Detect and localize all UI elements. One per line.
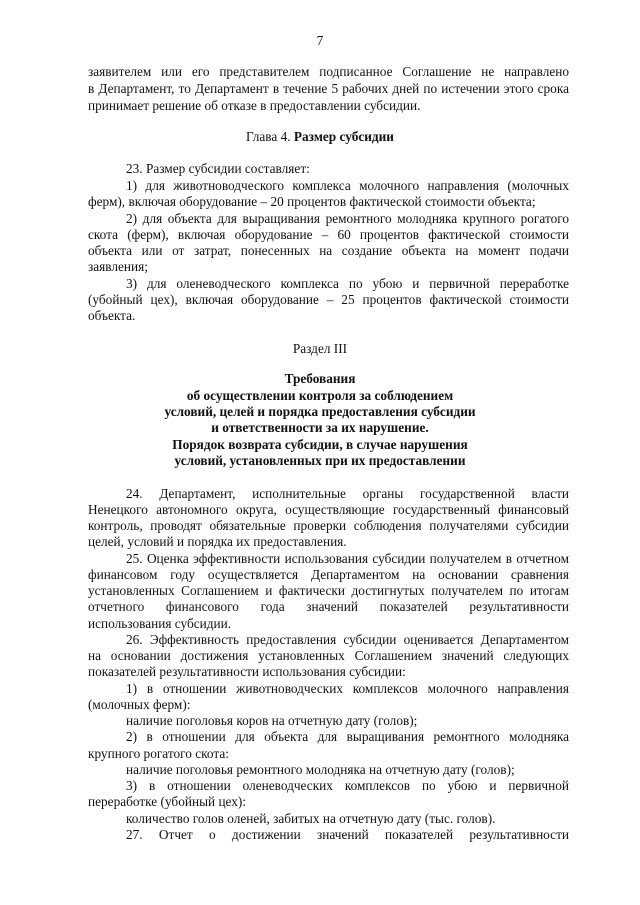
chapter-heading	[0, 129, 640, 145]
p23-line: 23. Размер субсидии составляет:	[126, 161, 310, 176]
intro-line: заявителем или его представителем подписанное Соглашение не направлено	[88, 64, 569, 79]
requirements-heading: об осуществлении контроля за соблюдением	[186, 388, 454, 403]
p23-line: заявления;	[88, 259, 148, 274]
body-line: 24. Департамент, исполнительные органы государственной власти	[126, 486, 569, 501]
body-line: количество голов оленей, забитых на отчетную дату (тыс. голов).	[126, 811, 496, 826]
body-line: наличие поголовья коров на отчетную дату (голов);	[126, 713, 418, 728]
body-line: целей, условий и порядка их предоставления.	[88, 534, 347, 549]
body-line: установленных Соглашением и фактически достигнутых получателем по итогам	[88, 583, 569, 598]
body-line: использования субсидии.	[88, 616, 232, 631]
p23-line: скота (ферм), включая оборудование – 60 процентов фактической стоимости	[88, 227, 569, 242]
body-line: 27. Отчет о достижении значений показателей результативности	[126, 827, 569, 842]
body-line: контроль, проводят обязательные проверки соблюдения получателями субсидии	[88, 518, 569, 533]
body-line: отчетного финансового года значений показателей результативности	[88, 599, 569, 614]
body-line: 1) в отношении животноводческих комплексов молочного направления	[126, 681, 569, 696]
requirements-heading: Требования	[284, 371, 356, 386]
p23-line: ферм), включая оборудование – 20 процентов фактической стоимости объекта;	[88, 194, 536, 209]
body-line: на основании достижения установленных Соглашением значений следующих	[88, 648, 569, 663]
body-line: 2) в отношении для объекта для выращивания ремонтного молодняка	[126, 729, 569, 744]
page-number: 7	[316, 33, 324, 48]
p23-line: (убойный цех), включая оборудование – 25 процентов фактической стоимости	[88, 292, 569, 307]
requirements-heading: условий, установленных при их предоставлении	[174, 453, 466, 468]
p23-line: 1) для животноводческого комплекса молочного направления (молочных	[126, 178, 569, 193]
requirements-heading: и ответственности за их нарушение.	[211, 420, 429, 435]
body-line: (молочных ферм):	[88, 697, 191, 712]
chapter-title: Размер субсидии	[293, 129, 394, 144]
section-title: Раздел III	[292, 341, 348, 356]
body-line: финансовом году осуществляется Департаментом на основании сравнения	[88, 567, 569, 582]
p23-line: объекта или от затрат, понесенных на создание объекта на момент подачи	[88, 243, 569, 258]
body-line: 26. Эффективность предоставления субсидии оценивается Департаментом	[126, 632, 569, 647]
body-line: 3) в отношении оленеводческих комплексов по убою и первичной	[126, 778, 569, 793]
p23-line: 2) для объекта для выращивания ремонтного молодняка крупного рогатого	[126, 211, 569, 226]
body-line: 25. Оценка эффективности использования субсидии получателем в отчетном	[126, 551, 569, 566]
body-line: Ненецкого автономного округа, осуществляющие государственный финансовый	[88, 502, 569, 517]
intro-line: в Департамент, то Департамент в течение 5 рабочих дней по истечении этого срока	[88, 81, 569, 96]
body-line: переработке (убойный цех):	[88, 794, 247, 809]
requirements-heading: условий, целей и порядка предоставления субсидии	[164, 404, 476, 419]
p23-line: 3) для оленеводческого комплекса по убою и первичной переработке	[126, 276, 569, 291]
intro-line: принимает решение об отказе в предоставлении субсидии.	[88, 98, 421, 113]
p23-line: объекта.	[88, 308, 136, 323]
body-line: наличие поголовья ремонтного молодняка на отчетную дату (голов);	[126, 762, 515, 777]
requirements-heading: Порядок возврата субсидии, в случае нарушения	[172, 437, 468, 452]
body-line: крупного рогатого скота:	[88, 746, 229, 761]
body-line: показателей результативности использования субсидии:	[88, 664, 406, 679]
chapter-prefix: Глава 4.	[246, 129, 294, 144]
